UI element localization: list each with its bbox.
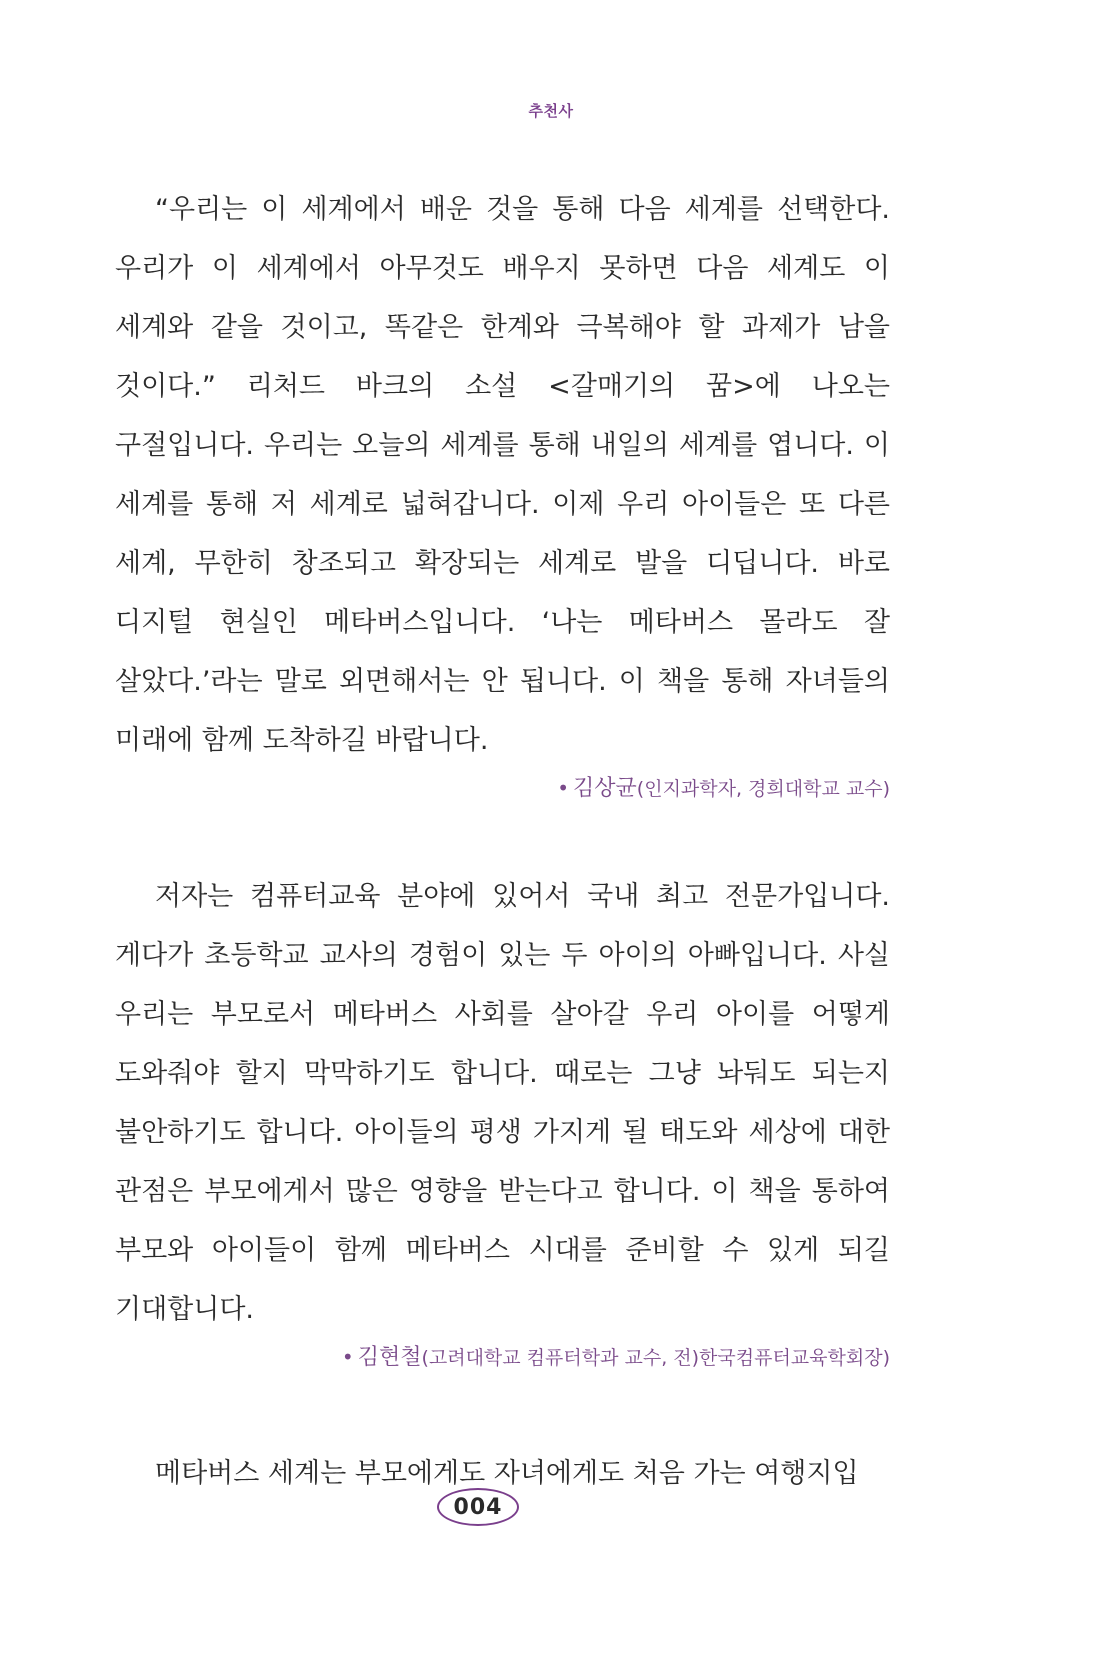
recommendation-text-3: 메타버스 세계는 부모에게도 자녀에게도 처음 가는 여행지입 bbox=[155, 1458, 859, 1489]
bullet-icon: • bbox=[341, 1345, 354, 1369]
recommender-role-2: (고려대학교 컴퓨터학과 교수, 전)한국컴퓨터교육학회장) bbox=[421, 1347, 890, 1369]
recommender-signature-2 bbox=[115, 1343, 890, 1372]
recommender-name-2: 김현철 bbox=[357, 1345, 422, 1370]
section-title: 추천사 bbox=[528, 102, 574, 120]
recommendation-text-2: 저자는 컴퓨터교육 분야에 있어서 국내 최고 전문가입니다. 게다가 초등학교 교사의 경험이 있는 두 아이의 아빠입니다. 사실 우리는 부모로서 메타버스 사회를 살아갈 우리 아이를 어떻게 도와줘야 할지 막막하기도 합니다. 때로는 그냥 놔둬도 되는지 불안하기도 합니다. 아이들의 평생 가지게 될 태도와 세상에 대한 관점은 부모에게서 많은 영향을 받는다고 합니다. 이 책을 통하여 부모와 아이들이 함께 메타버스 시대를 준비할 수 있게 되길 기대합니다. bbox=[115, 881, 890, 1325]
bullet-icon: • bbox=[557, 776, 570, 800]
recommender-role-1: (인지과학자, 경희대학교 교수) bbox=[636, 778, 890, 800]
recommender-signature-1 bbox=[115, 774, 890, 803]
page-number: 004 bbox=[437, 1488, 519, 1526]
recommender-name-1: 김상균 bbox=[573, 776, 637, 801]
recommendation-text-1: “우리는 이 세계에서 배운 것을 통해 다음 세계를 선택한다. 우리가 이 세계에서 아무것도 배우지 못하면 다음 세계도 이 세계와 같을 것이고, 똑같은 한계와 극복해야 할 과제가 남을 것이다.” 리처드 바크의 소설 <갈매기의 꿈>에 나오는 구절입니다. 우리는 오늘의 세계를 통해 내일의 세계를 엽니다. 이 세계를 통해 저 세계로 넓혀갑니다. 이제 우리 아이들은 또 다른 세계, 무한히 창조되고 확장되는 세계로 발을 디딥니다. 바로 디지털 현실인 메타버스입니다. ‘나는 메타버스 몰라도 잘 살았다.’라는 말로 외면해서는 안 됩니다. 이 책을 통해 자녀들의 미래에 함께 도착하길 바랍니다. bbox=[115, 194, 890, 756]
recommendation-content bbox=[115, 180, 890, 1503]
